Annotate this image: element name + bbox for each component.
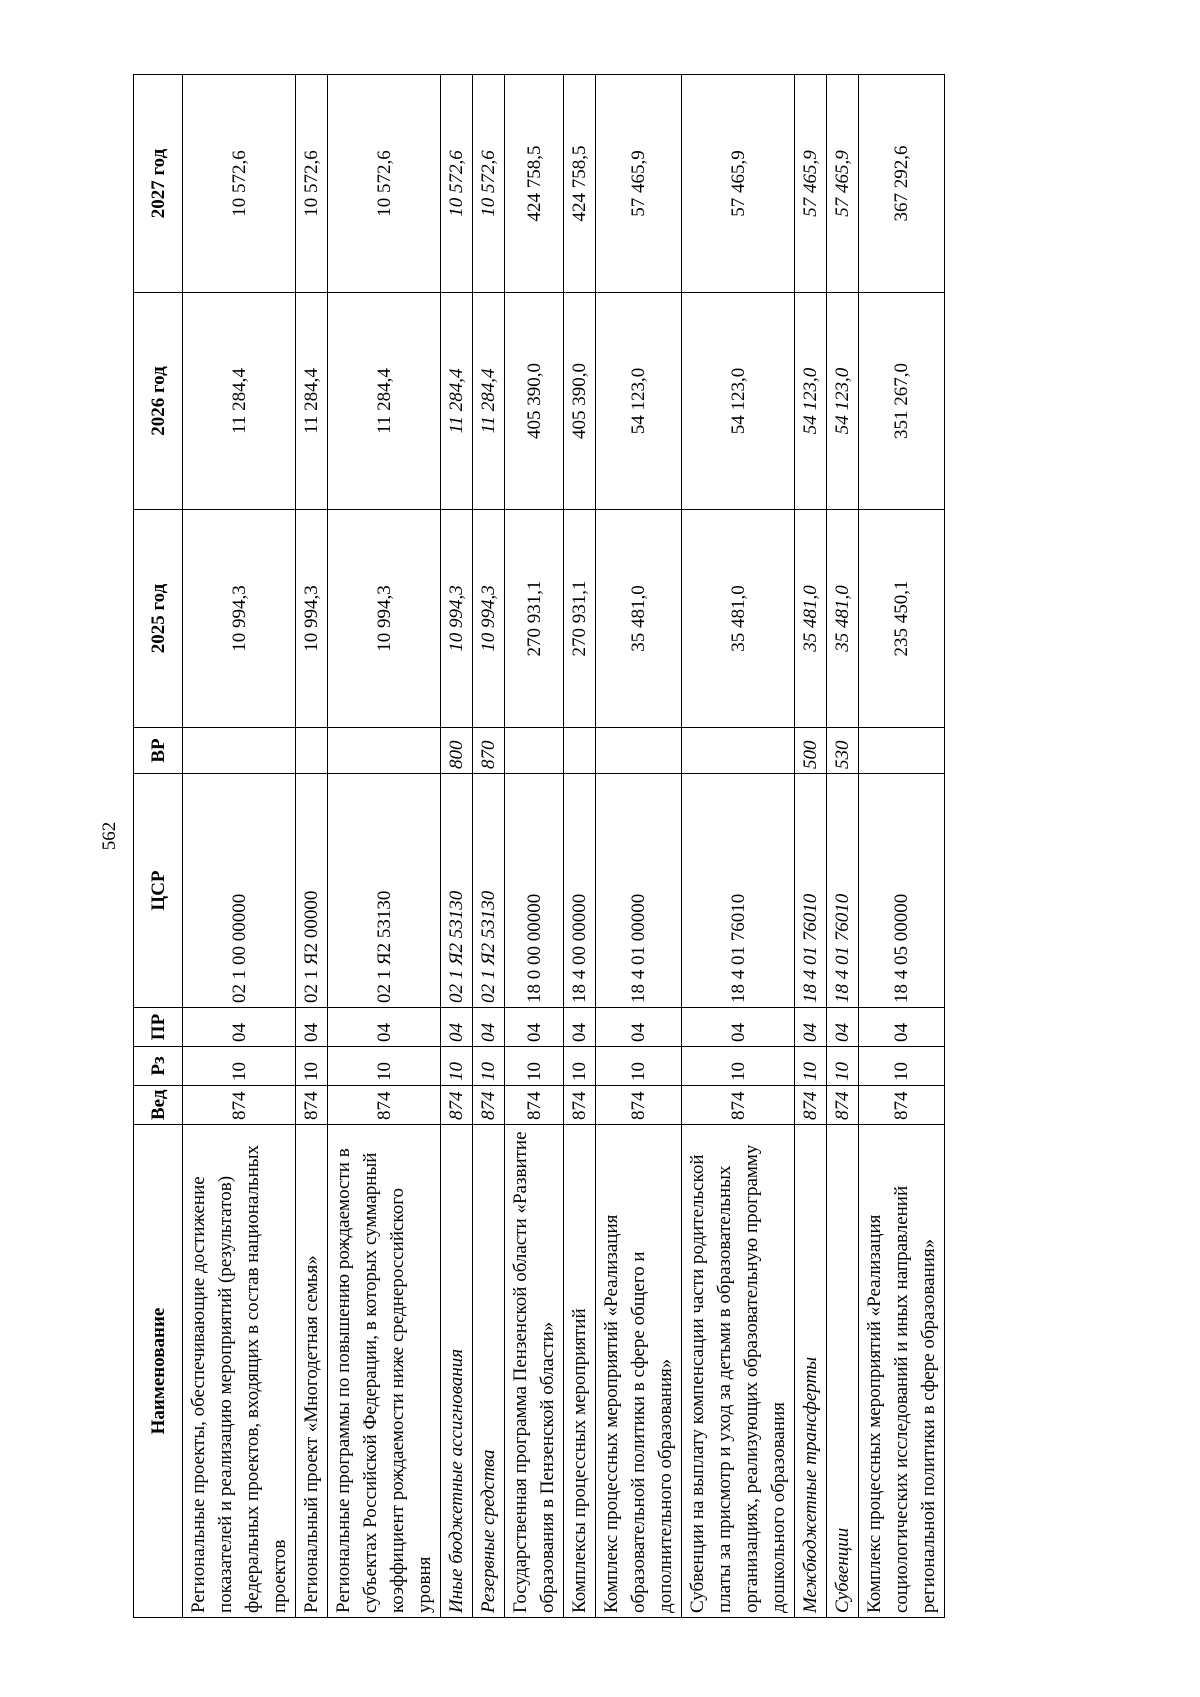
header-pr: ПР [134,1008,183,1047]
cell-ved: 874 [564,1086,596,1125]
cell-2025: 35 481,0 [596,510,682,728]
cell-2026: 11 284,4 [473,293,505,510]
cell-2026: 54 123,0 [795,293,827,510]
cell-2027: 424 758,5 [505,75,564,293]
cell-2025: 10 994,3 [473,510,505,728]
cell-2026: 11 284,4 [296,293,328,510]
cell-vr [183,728,296,774]
cell-name: Региональный проект «Многодетная семья» [296,1125,328,1618]
cell-vr: 500 [795,728,827,774]
cell-rz: 10 [564,1047,596,1086]
cell-name: Комплексы процессных мероприятий [564,1125,596,1618]
cell-rz: 10 [183,1047,296,1086]
cell-2025: 35 481,0 [682,510,795,728]
cell-csr: 02 1 Я2 53130 [473,774,505,1008]
cell-ved: 874 [296,1086,328,1125]
cell-name: Региональные проекты, обеспечивающие достижение показателей и реализацию мероприятий (результатов) федеральных проектов, входящих в состав национальных проектов [183,1125,296,1618]
cell-2025: 270 931,1 [564,510,596,728]
cell-2026: 54 123,0 [827,293,859,510]
cell-name: Региональные программы по повышению рождаемости в субъектах Российской Федерации, в которых суммарный коэффициент рождаемости ниже среднероссийского уровня [328,1125,441,1618]
cell-2025: 35 481,0 [795,510,827,728]
cell-name: Субвенции на выплату компенсации части родительской платы за присмотр и уход за детьми в образовательных организациях, реализующих образовательную программу дошкольного образования [682,1125,795,1618]
cell-ved: 874 [473,1086,505,1125]
cell-vr: 870 [473,728,505,774]
cell-name: Субвенции [827,1125,859,1618]
cell-csr: 18 4 05 00000 [859,774,945,1008]
cell-2027: 10 572,6 [296,75,328,293]
cell-csr: 18 4 00 00000 [564,774,596,1008]
header-ved: Вед [134,1086,183,1125]
cell-rz: 10 [596,1047,682,1086]
table-row [441,75,473,1618]
cell-rz: 10 [859,1047,945,1086]
cell-2026: 11 284,4 [328,293,441,510]
table-row [564,75,596,1618]
page-number: 562 [99,821,120,851]
cell-ved: 874 [795,1086,827,1125]
table-row [827,75,859,1618]
cell-2025: 235 450,1 [859,510,945,728]
cell-csr: 18 4 01 76010 [795,774,827,1008]
cell-vr [296,728,328,774]
cell-csr: 02 1 Я2 53130 [328,774,441,1008]
cell-2026: 11 284,4 [183,293,296,510]
table-body [183,75,945,1618]
header-vr: ВР [134,728,183,774]
cell-pr: 04 [596,1008,682,1047]
cell-csr: 18 4 01 00000 [596,774,682,1008]
cell-vr [859,728,945,774]
cell-2027: 10 572,6 [473,75,505,293]
cell-2025: 10 994,3 [441,510,473,728]
cell-pr: 04 [827,1008,859,1047]
cell-2025: 35 481,0 [827,510,859,728]
cell-name: Межбюджетные трансферты [795,1125,827,1618]
cell-2027: 57 465,9 [827,75,859,293]
cell-ved: 874 [596,1086,682,1125]
cell-2027: 10 572,6 [328,75,441,293]
cell-pr: 04 [564,1008,596,1047]
header-row [134,75,183,1618]
table-row [473,75,505,1618]
cell-ved: 874 [328,1086,441,1125]
cell-pr: 04 [859,1008,945,1047]
table-row [183,75,296,1618]
cell-2027: 424 758,5 [564,75,596,293]
cell-name: Иные бюджетные ассигнования [441,1125,473,1618]
cell-2027: 10 572,6 [441,75,473,293]
table-row [505,75,564,1618]
header-csr: ЦСР [134,774,183,1008]
cell-pr: 04 [473,1008,505,1047]
table-row [596,75,682,1618]
cell-name: Государственная программа Пензенской области «Развитие образования в Пензенской области» [505,1125,564,1618]
cell-csr: 18 4 01 76010 [827,774,859,1008]
table-row [795,75,827,1618]
rotated-table-wrapper [133,75,945,1618]
cell-2026: 405 390,0 [564,293,596,510]
cell-vr [596,728,682,774]
cell-csr: 02 1 00 00000 [183,774,296,1008]
cell-rz: 10 [795,1047,827,1086]
cell-ved: 874 [183,1086,296,1125]
cell-2025: 10 994,3 [328,510,441,728]
cell-ved: 874 [682,1086,795,1125]
cell-rz: 10 [473,1047,505,1086]
cell-ved: 874 [505,1086,564,1125]
cell-rz: 10 [296,1047,328,1086]
cell-2027: 10 572,6 [183,75,296,293]
cell-vr [505,728,564,774]
cell-vr [328,728,441,774]
cell-vr: 530 [827,728,859,774]
cell-2026: 54 123,0 [596,293,682,510]
table-row [682,75,795,1618]
budget-table [133,74,945,1618]
cell-pr: 04 [328,1008,441,1047]
cell-csr: 18 0 00 00000 [505,774,564,1008]
cell-vr [682,728,795,774]
cell-name: Комплекс процессных мероприятий «Реализация социологических исследований и иных направлений региональной политики в сфере образования» [859,1125,945,1618]
cell-2026: 351 267,0 [859,293,945,510]
cell-csr: 02 1 Я2 00000 [296,774,328,1008]
cell-rz: 10 [827,1047,859,1086]
cell-pr: 04 [183,1008,296,1047]
cell-pr: 04 [441,1008,473,1047]
cell-2027: 57 465,9 [795,75,827,293]
cell-name: Резервные средства [473,1125,505,1618]
cell-2026: 54 123,0 [682,293,795,510]
cell-2025: 10 994,3 [296,510,328,728]
header-2026: 2026 год [134,293,183,510]
header-rz: Рз [134,1047,183,1086]
cell-rz: 10 [505,1047,564,1086]
cell-rz: 10 [441,1047,473,1086]
header-name: Наименование [134,1125,183,1618]
header-2027: 2027 год [134,75,183,293]
cell-rz: 10 [682,1047,795,1086]
cell-csr: 02 1 Я2 53130 [441,774,473,1008]
table-row [859,75,945,1618]
cell-2026: 11 284,4 [441,293,473,510]
cell-ved: 874 [827,1086,859,1125]
table-row [296,75,328,1618]
cell-vr: 800 [441,728,473,774]
cell-2027: 57 465,9 [682,75,795,293]
cell-2027: 57 465,9 [596,75,682,293]
cell-ved: 874 [859,1086,945,1125]
cell-vr [564,728,596,774]
cell-pr: 04 [296,1008,328,1047]
cell-rz: 10 [328,1047,441,1086]
cell-2025: 10 994,3 [183,510,296,728]
cell-pr: 04 [795,1008,827,1047]
header-2025: 2025 год [134,510,183,728]
cell-pr: 04 [505,1008,564,1047]
cell-name: Комплекс процессных мероприятий «Реализация образовательной политики в сфере общего и дополнительного образования» [596,1125,682,1618]
cell-csr: 18 4 01 76010 [682,774,795,1008]
cell-ved: 874 [441,1086,473,1125]
cell-2025: 270 931,1 [505,510,564,728]
cell-pr: 04 [682,1008,795,1047]
table-row [328,75,441,1618]
cell-2027: 367 292,6 [859,75,945,293]
cell-2026: 405 390,0 [505,293,564,510]
